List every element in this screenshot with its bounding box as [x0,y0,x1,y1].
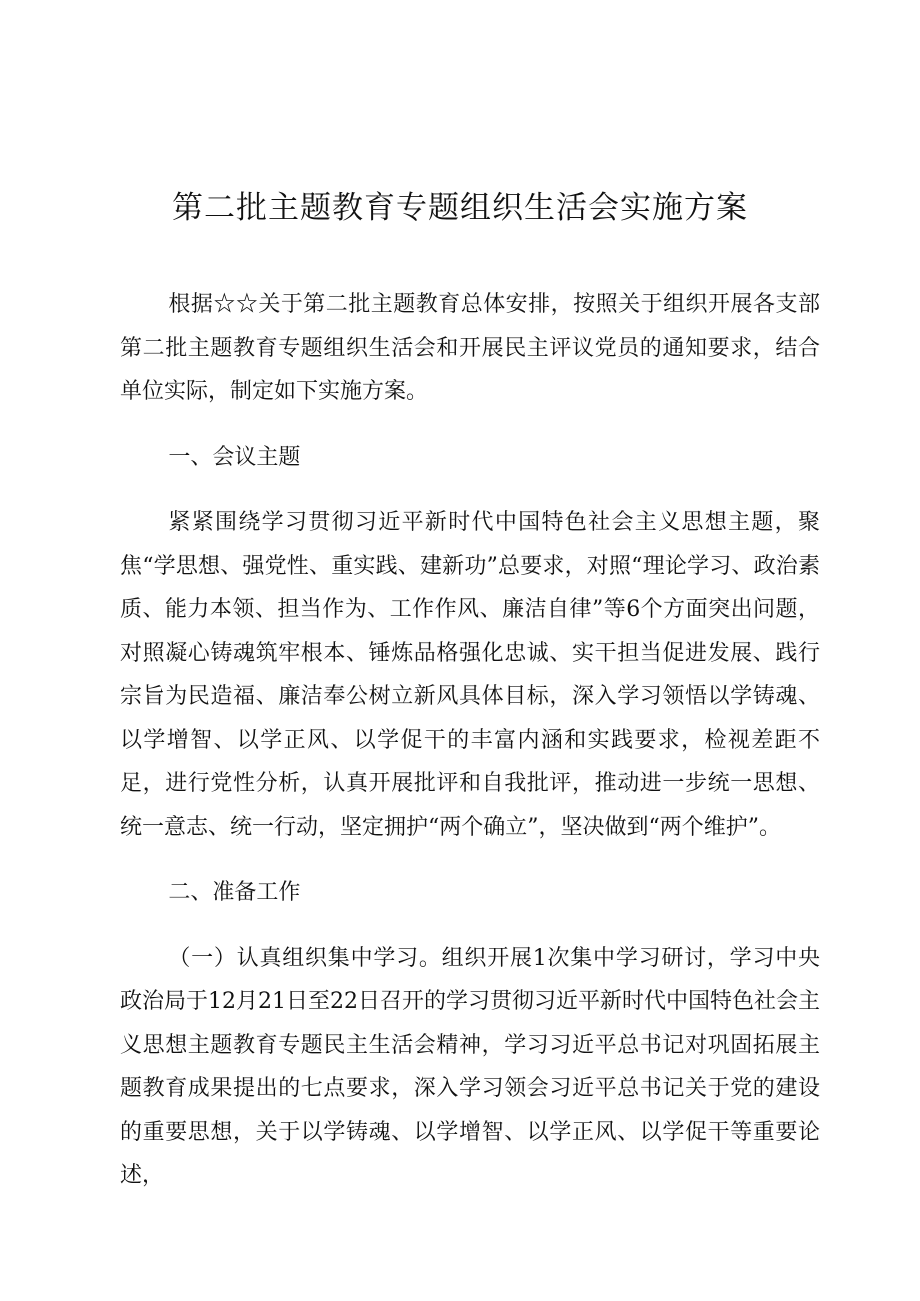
section-heading-meeting-theme: 一、会议主题 [168,444,301,470]
preparation-paragraph: （一）认真组织集中学习。组织开展1次集中学习研讨，学习中央政治局于12月21日至22日召开的学习贯彻习近平新时代中国特色社会主义思想主题教育专题民主生活会精神，学习习近平总书记对巩固拓展主题教育成果提出的七点要求，深入学习领会习近平总书记关于党的建设的重要思想，关于以学铸魂、以学增智、以学正风、以学促干等重要论述， [120,945,820,1188]
meeting-theme-paragraph: 紧紧围绕学习贯彻习近平新时代中国特色社会主义思想主题，聚焦“学思想、强党性、重实践、建新功”总要求，对照“理论学习、政治素质、能力本领、担当作为、工作作风、廉洁自律”等6个方面突出问题，对照凝心铸魂筑牢根本、锤炼品格强化忠诚、实干担当促进发展、践行宗旨为民造福、廉洁奉公树立新风具体目标，深入学习领悟以学铸魂、以学增智、以学正风、以学促干的丰富内涵和实践要求，检视差距不足，进行党性分析，认真开展批评和自我批评，推动进一步统一思想、统一意志、统一行动，坚定拥护“两个确立”，坚决做到“两个维护”。 [120,510,820,840]
document-body [120,283,820,1208]
document-title: 第二批主题教育专题组织生活会实施方案 [172,190,748,226]
intro-paragraph: 根据☆☆关于第二批主题教育总体安排，按照关于组织开展各支部第二批主题教育专题组织生活会和开展民主评议党员的通知要求，结合单位实际，制定如下实施方案。 [120,292,820,404]
section-heading-preparation: 二、准备工作 [168,880,301,905]
